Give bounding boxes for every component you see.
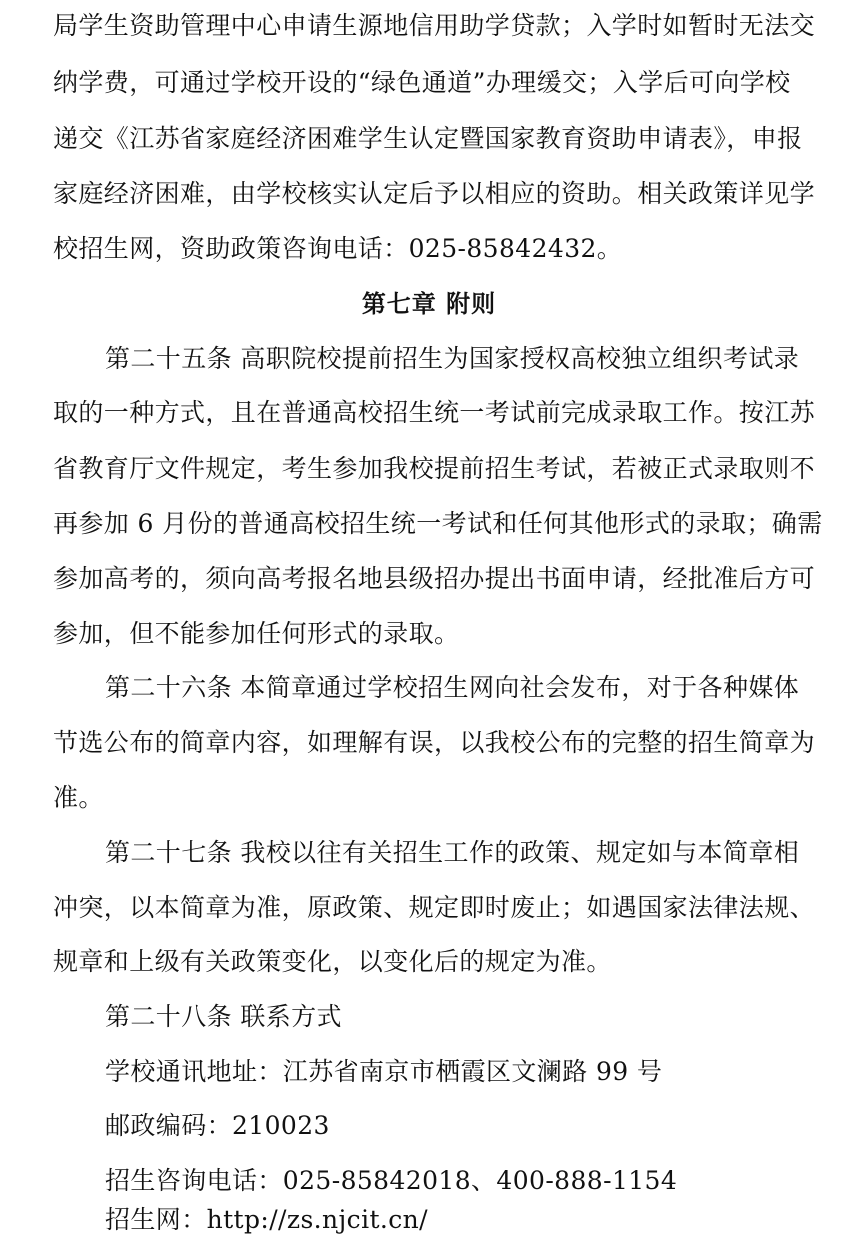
article25-line-3: 省教育厅文件规定，考生参加我校提前招生考试，若被正式录取则不 bbox=[53, 454, 816, 483]
article25-line-2: 取的一种方式，且在普通高校招生统一考试前完成录取工作。按江苏 bbox=[53, 398, 816, 427]
article26-line-3: 准。 bbox=[53, 783, 104, 812]
article28-title: 第二十八条 联系方式 bbox=[105, 1002, 342, 1031]
article25-line-4: 再参加 6 月份的普通高校招生统一考试和任何其他形式的录取；确需 bbox=[53, 509, 823, 538]
article27-line-1: 第二十七条 我校以往有关招生工作的政策、规定如与本简章相 bbox=[105, 838, 800, 867]
contact-phone: 招生咨询电话：025-85842018、400-888-1154 bbox=[105, 1166, 678, 1195]
intro-line-2: 纳学费，可通过学校开设的“绿色通道”办理缓交；入学后可向学校 bbox=[53, 68, 791, 97]
article27-line-2: 冲突，以本简章为准，原政策、规定即时废止；如遇国家法律法规、 bbox=[53, 893, 816, 922]
contact-website[interactable]: 招生网：http://zs.njcit.cn/ bbox=[105, 1205, 428, 1234]
chapter-heading: 第七章 附则 bbox=[361, 290, 497, 318]
article25-line-5: 参加高考的，须向高考报名地县级招办提出书面申请，经批准后方可 bbox=[53, 564, 816, 593]
article25-line-6: 参加，但不能参加任何形式的录取。 bbox=[53, 619, 460, 648]
intro-line-5: 校招生网，资助政策咨询电话：025-85842432。 bbox=[53, 234, 623, 263]
intro-line-3: 递交《江苏省家庭经济困难学生认定暨国家教育资助申请表》，申报 bbox=[53, 124, 803, 153]
article27-line-3: 规章和上级有关政策变化，以变化后的规定为准。 bbox=[53, 947, 612, 976]
intro-line-4: 家庭经济困难，由学校核实认定后予以相应的资助。相关政策详见学 bbox=[53, 179, 816, 208]
article26-line-1: 第二十六条 本简章通过学校招生网向社会发布，对于各种媒体 bbox=[105, 673, 800, 702]
article25-line-1: 第二十五条 高职院校提前招生为国家授权高校独立组织考试录 bbox=[105, 344, 800, 373]
intro-line-1: 局学生资助管理中心申请生源地信用助学贷款；入学时如暂时无法交 bbox=[53, 11, 816, 40]
article26-line-2: 节选公布的简章内容，如理解有误，以我校公布的完整的招生简章为 bbox=[53, 728, 816, 757]
contact-address: 学校通讯地址：江苏省南京市栖霞区文澜路 99 号 bbox=[105, 1057, 663, 1086]
contact-postcode: 邮政编码：210023 bbox=[105, 1111, 330, 1140]
